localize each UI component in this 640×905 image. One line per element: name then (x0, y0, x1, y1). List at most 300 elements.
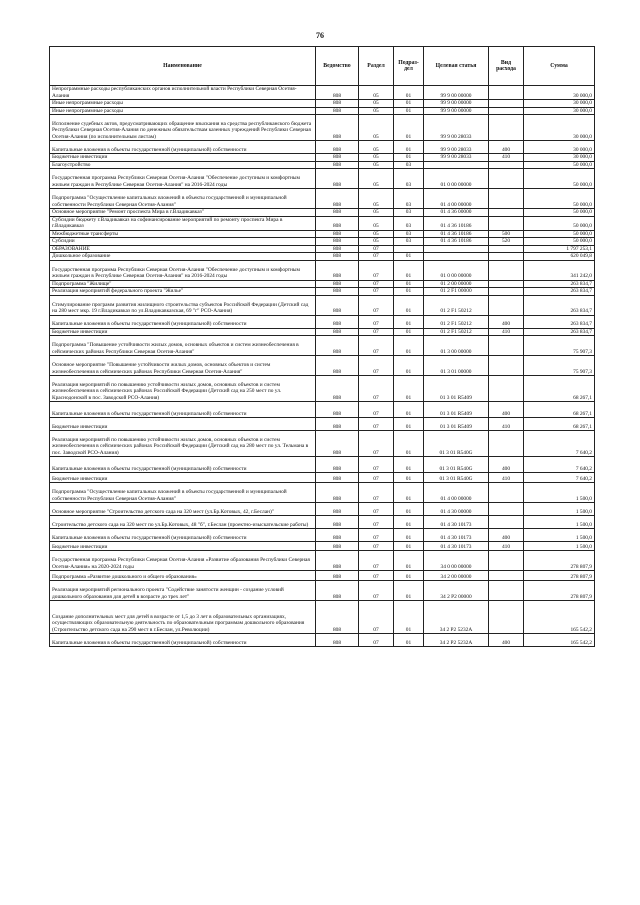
cell-section: 07 (359, 601, 394, 634)
cell-exptype: 400 (489, 457, 524, 473)
cell-section: 07 (359, 457, 394, 473)
cell-target: 34 2 00 00000 (424, 571, 489, 581)
cell-sum: 278 807,9 (524, 571, 595, 581)
cell-name: Основное мероприятие "Строительство детского сада на 320 мест (ул.Бр.Котовых, 42, г.Беслан)" (50, 503, 316, 516)
table-row (50, 295, 595, 315)
cell-subsection: 01 (394, 431, 424, 457)
cell-exptype (489, 516, 524, 529)
cell-section: 05 (359, 238, 394, 246)
cell-section: 05 (359, 86, 394, 100)
cell-subsection (394, 245, 424, 253)
cell-section: 07 (359, 418, 394, 431)
cell-sum: 30 000,0 (524, 154, 595, 162)
cell-exptype (489, 581, 524, 601)
cell-target: 01 0 00 00000 (424, 260, 489, 280)
cell-dept: 808 (316, 253, 359, 261)
cell-sum: 50 000,0 (524, 209, 595, 217)
table-row (50, 189, 595, 209)
cell-sum: 1 500,0 (524, 516, 595, 529)
cell-exptype (489, 216, 524, 230)
cell-target: 01 4 00 00000 (424, 483, 489, 503)
cell-sum: 50 000,0 (524, 169, 595, 189)
cell-subsection: 01 (394, 336, 424, 356)
cell-subsection: 01 (394, 100, 424, 108)
table-row (50, 571, 595, 581)
cell-target: 01 3 01 R5409 (424, 376, 489, 402)
cell-subsection: 01 (394, 315, 424, 328)
cell-exptype (489, 260, 524, 280)
cell-exptype (489, 288, 524, 296)
cell-name: Реализация мероприятий по повышению устойчивости жилых домов, основных объектов и систем жизнеобеспечения в сейсмических районах Российской Федерации (Детский сад на 250 мест по ул. Краснодонской в пос. Заводской РСО-Алания) (50, 376, 316, 402)
cell-subsection: 01 (394, 571, 424, 581)
cell-exptype (489, 336, 524, 356)
cell-sum: 30 000,0 (524, 86, 595, 100)
cell-exptype: 410 (489, 154, 524, 162)
cell-dept: 808 (316, 245, 359, 253)
cell-target: 01 3 01 R540G (424, 457, 489, 473)
cell-dept: 808 (316, 581, 359, 601)
cell-name: Капитальные вложения в объекты государственной (муниципальной) собственности (50, 315, 316, 328)
table-row (50, 503, 595, 516)
cell-section: 05 (359, 141, 394, 154)
cell-dept: 808 (316, 315, 359, 328)
cell-sum: 75 907,3 (524, 336, 595, 356)
table-row (50, 115, 595, 141)
cell-name: Государственная программа Республики Северная Осетия-Алания «Развитие образования Республики Северная Осетия-Алания» на 2020-2024 годы (50, 551, 316, 571)
cell-target: 01 0 00 00000 (424, 169, 489, 189)
cell-section: 07 (359, 328, 394, 336)
cell-subsection: 01 (394, 529, 424, 542)
cell-subsection: 01 (394, 141, 424, 154)
cell-name: Бюджетные инвестиции (50, 473, 316, 483)
cell-subsection: 03 (394, 161, 424, 169)
cell-sum: 263 834,7 (524, 295, 595, 315)
cell-exptype: 400 (489, 634, 524, 647)
cell-sum: 7 640,2 (524, 473, 595, 483)
cell-exptype: 500 (489, 230, 524, 238)
cell-subsection: 01 (394, 581, 424, 601)
cell-dept: 808 (316, 260, 359, 280)
cell-section: 07 (359, 529, 394, 542)
cell-name: Бюджетные инвестиции (50, 154, 316, 162)
budget-table (49, 46, 595, 647)
cell-dept: 808 (316, 473, 359, 483)
cell-dept: 808 (316, 107, 359, 115)
cell-dept: 808 (316, 503, 359, 516)
cell-exptype: 410 (489, 328, 524, 336)
table-row (50, 516, 595, 529)
table-row (50, 315, 595, 328)
table-row (50, 634, 595, 647)
cell-name: Государственная программа Республики Северная Осетия-Алания "Обеспечение доступным и комфортным жильем граждан в Республике Северная Осетия-Алания" на 2016-2024 годы (50, 260, 316, 280)
cell-section: 07 (359, 295, 394, 315)
cell-dept: 808 (316, 86, 359, 100)
cell-name: Основное мероприятие "Ремонт проспекта Мира в г.Владикавказ" (50, 209, 316, 217)
cell-subsection: 01 (394, 516, 424, 529)
cell-exptype (489, 356, 524, 376)
cell-dept: 808 (316, 402, 359, 418)
cell-dept: 808 (316, 376, 359, 402)
cell-sum: 50 000,0 (524, 216, 595, 230)
cell-subsection: 01 (394, 86, 424, 100)
cell-target: 01 4 36 10186 (424, 238, 489, 246)
cell-dept: 808 (316, 189, 359, 209)
cell-exptype (489, 431, 524, 457)
cell-subsection: 03 (394, 169, 424, 189)
cell-sum: 1 500,0 (524, 483, 595, 503)
cell-sum: 263 834,7 (524, 315, 595, 328)
cell-section: 07 (359, 634, 394, 647)
cell-target: 34 0 00 00000 (424, 551, 489, 571)
cell-name: Бюджетные инвестиции (50, 542, 316, 551)
cell-dept: 808 (316, 288, 359, 296)
cell-target: 01 3 01 R540G (424, 473, 489, 483)
table-row (50, 418, 595, 431)
cell-subsection: 01 (394, 634, 424, 647)
cell-exptype: 400 (489, 141, 524, 154)
cell-subsection: 01 (394, 253, 424, 261)
cell-exptype (489, 503, 524, 516)
table-row (50, 402, 595, 418)
table-row (50, 238, 595, 246)
table-row (50, 280, 595, 288)
cell-subsection: 01 (394, 115, 424, 141)
table-row (50, 336, 595, 356)
cell-section: 05 (359, 189, 394, 209)
cell-dept: 808 (316, 141, 359, 154)
cell-target: 01 4 36 10186 (424, 216, 489, 230)
cell-name: Бюджетные инвестиции (50, 418, 316, 431)
cell-subsection: 03 (394, 238, 424, 246)
table-row (50, 529, 595, 542)
cell-sum: 30 000,0 (524, 115, 595, 141)
cell-sum: 341 242,0 (524, 260, 595, 280)
cell-sum: 278 807,9 (524, 581, 595, 601)
cell-sum: 263 834,7 (524, 328, 595, 336)
table-body (50, 86, 595, 647)
cell-subsection: 01 (394, 503, 424, 516)
cell-section: 07 (359, 253, 394, 261)
cell-subsection: 01 (394, 483, 424, 503)
cell-sum: 50 000,0 (524, 238, 595, 246)
cell-target: 99 9 00 28033 (424, 115, 489, 141)
table-row (50, 376, 595, 402)
cell-section: 05 (359, 154, 394, 162)
cell-name: Строительство детского сада на 320 мест по ул.Бр.Котовых, 48 "б", г.Беслан (проектно-изыскательские работы) (50, 516, 316, 529)
cell-dept: 808 (316, 238, 359, 246)
cell-sum: 1 500,0 (524, 503, 595, 516)
cell-name: Подпрограмма «Развитие дошкольного и общего образования» (50, 571, 316, 581)
cell-section: 05 (359, 161, 394, 169)
cell-exptype (489, 86, 524, 100)
header-target: Целевая статья (424, 47, 489, 86)
cell-sum: 165 542,2 (524, 634, 595, 647)
cell-target: 99 9 00 28033 (424, 141, 489, 154)
cell-name: Стимулирование программ развития жилищного строительства субъектов Российской Федерации (Детский сад на 280 мест мкр. 19 г.Владикавказ по ул.Владикавказская, 69 "г" РСО-Алания) (50, 295, 316, 315)
cell-sum: 50 000,0 (524, 189, 595, 209)
cell-target: 01 3 01 R540G (424, 431, 489, 457)
cell-target: 34 2 P2 00000 (424, 581, 489, 601)
cell-name: Субсидии бюджету г.Владикавказ на софинансирование мероприятий по ремонту проспекта Мира в г.Владикавказ (50, 216, 316, 230)
cell-dept: 808 (316, 457, 359, 473)
cell-target (424, 245, 489, 253)
cell-section: 07 (359, 571, 394, 581)
cell-sum: 278 807,9 (524, 551, 595, 571)
cell-section: 07 (359, 516, 394, 529)
table-row (50, 581, 595, 601)
cell-section: 07 (359, 376, 394, 402)
page-number: 76 (316, 31, 324, 40)
header-exptype: Вид расхода (489, 47, 524, 86)
cell-sum: 263 834,7 (524, 280, 595, 288)
cell-sum: 68 267,1 (524, 402, 595, 418)
cell-name: Подпрограмма "Осуществление капитальных вложений в объекты государственной и муниципальной собственности Республики Северная Осетия-Алания" (50, 483, 316, 503)
cell-name: Подпрограмма "Жилище" (50, 280, 316, 288)
cell-dept: 808 (316, 328, 359, 336)
cell-target: 01 4 30 10173 (424, 529, 489, 542)
cell-sum: 50 000,0 (524, 161, 595, 169)
cell-name: Капитальные вложения в объекты государственной (муниципальной) собственности (50, 141, 316, 154)
cell-name: Благоустройство (50, 161, 316, 169)
cell-section: 07 (359, 356, 394, 376)
table-row (50, 457, 595, 473)
cell-dept: 808 (316, 431, 359, 457)
cell-dept: 808 (316, 571, 359, 581)
cell-section: 07 (359, 336, 394, 356)
cell-subsection: 03 (394, 209, 424, 217)
cell-exptype: 400 (489, 315, 524, 328)
cell-exptype (489, 189, 524, 209)
cell-section: 07 (359, 288, 394, 296)
cell-dept: 808 (316, 161, 359, 169)
cell-name: Межбюджетные трансферты (50, 230, 316, 238)
cell-subsection: 01 (394, 418, 424, 431)
cell-target: 01 2 F1 50212 (424, 295, 489, 315)
cell-subsection: 01 (394, 473, 424, 483)
cell-sum: 30 000,0 (524, 107, 595, 115)
cell-section: 05 (359, 209, 394, 217)
cell-subsection: 01 (394, 295, 424, 315)
cell-name: Реализация мероприятий по повышению устойчивости жилых домов, основных объектов и систем жизнеобеспечения в сейсмических районах Российской Федерации (Детский сад на 280 мест по ул. Тельмана в пос. Заводской РСО-Алания) (50, 431, 316, 457)
cell-section: 07 (359, 551, 394, 571)
cell-target: 01 3 01 R5409 (424, 402, 489, 418)
cell-dept: 808 (316, 209, 359, 217)
cell-exptype (489, 571, 524, 581)
cell-sum: 263 834,7 (524, 288, 595, 296)
cell-name: Иные непрограммные расходы (50, 107, 316, 115)
cell-dept: 808 (316, 483, 359, 503)
cell-target (424, 161, 489, 169)
table-row (50, 100, 595, 108)
header-section: Раздел (359, 47, 394, 86)
cell-target: 01 3 01 R5409 (424, 418, 489, 431)
cell-target: 01 4 00 00000 (424, 189, 489, 209)
cell-exptype (489, 483, 524, 503)
cell-sum: 68 267,1 (524, 376, 595, 402)
cell-name: Подпрограмма "Осуществление капитальных вложений в объекты государственной и муниципальной собственности Республики Северная Осетия-Алания" (50, 189, 316, 209)
cell-exptype (489, 601, 524, 634)
table-row (50, 154, 595, 162)
table-row (50, 260, 595, 280)
table-row (50, 288, 595, 296)
cell-sum: 165 542,2 (524, 601, 595, 634)
cell-target: 34 2 P2 5232A (424, 601, 489, 634)
cell-subsection: 01 (394, 601, 424, 634)
cell-subsection: 01 (394, 288, 424, 296)
cell-dept: 808 (316, 295, 359, 315)
cell-exptype (489, 107, 524, 115)
cell-name: Реализация мероприятий регионального проекта "Содействие занятости женщин - создание условий дошкольного образования для детей в возрасте до трех лет" (50, 581, 316, 601)
cell-subsection: 01 (394, 280, 424, 288)
cell-dept: 808 (316, 542, 359, 551)
cell-subsection: 01 (394, 356, 424, 376)
cell-target: 01 3 00 00000 (424, 336, 489, 356)
cell-name: Капитальные вложения в объекты государственной (муниципальной) собственности (50, 402, 316, 418)
table-row (50, 209, 595, 217)
cell-sum: 30 000,0 (524, 141, 595, 154)
cell-section: 07 (359, 402, 394, 418)
cell-dept: 808 (316, 216, 359, 230)
cell-section: 07 (359, 581, 394, 601)
cell-target: 01 2 F1 50212 (424, 315, 489, 328)
cell-target: 01 3 01 00000 (424, 356, 489, 376)
cell-section: 07 (359, 245, 394, 253)
cell-sum: 30 000,0 (524, 100, 595, 108)
cell-exptype (489, 551, 524, 571)
cell-dept: 808 (316, 230, 359, 238)
cell-dept: 808 (316, 516, 359, 529)
cell-sum: 68 267,1 (524, 418, 595, 431)
cell-exptype (489, 100, 524, 108)
cell-exptype (489, 115, 524, 141)
cell-target: 34 2 P2 5232A (424, 634, 489, 647)
cell-dept: 808 (316, 154, 359, 162)
cell-name: Капитальные вложения в объекты государственной (муниципальной) собственности (50, 529, 316, 542)
cell-section: 05 (359, 100, 394, 108)
table-header-row (50, 47, 595, 86)
cell-subsection: 01 (394, 457, 424, 473)
cell-dept: 808 (316, 356, 359, 376)
cell-sum: 620 049,8 (524, 253, 595, 261)
cell-name: Капитальные вложения в объекты государственной (муниципальной) собственности (50, 457, 316, 473)
cell-section: 07 (359, 473, 394, 483)
cell-name: Дошкольное образование (50, 253, 316, 261)
cell-section: 05 (359, 115, 394, 141)
cell-section: 07 (359, 503, 394, 516)
cell-subsection: 01 (394, 328, 424, 336)
cell-dept: 808 (316, 418, 359, 431)
cell-sum: 1 500,0 (524, 529, 595, 542)
cell-exptype (489, 253, 524, 261)
cell-section: 05 (359, 216, 394, 230)
cell-exptype: 520 (489, 238, 524, 246)
table-row (50, 230, 595, 238)
cell-subsection: 01 (394, 402, 424, 418)
table-row (50, 601, 595, 634)
cell-name: Иные непрограммные расходы (50, 100, 316, 108)
header-subsection: Подраз-дел (394, 47, 424, 86)
cell-exptype: 400 (489, 529, 524, 542)
cell-target: 01 4 36 10186 (424, 230, 489, 238)
cell-exptype (489, 295, 524, 315)
cell-target: 99 9 00 28033 (424, 154, 489, 162)
cell-target: 01 2 00 00000 (424, 280, 489, 288)
table-row (50, 356, 595, 376)
cell-name: Основное мероприятие "Повышение устойчивости жилых домов, основных объектов и систем жизнеобеспечения в сейсмических районах Республики Северная Осетия-Алания" (50, 356, 316, 376)
cell-section: 07 (359, 542, 394, 551)
cell-name: Бюджетные инвестиции (50, 328, 316, 336)
cell-target: 01 4 36 00000 (424, 209, 489, 217)
cell-target: 01 4 30 00000 (424, 503, 489, 516)
cell-target: 01 4 30 10173 (424, 542, 489, 551)
header-dept: Ведомство (316, 47, 359, 86)
table-row (50, 161, 595, 169)
cell-exptype: 410 (489, 473, 524, 483)
cell-subsection: 01 (394, 551, 424, 571)
cell-exptype: 400 (489, 402, 524, 418)
header-name: Наименование (50, 47, 316, 86)
cell-exptype (489, 169, 524, 189)
table-row (50, 542, 595, 551)
table-row (50, 328, 595, 336)
table-row (50, 551, 595, 571)
cell-dept: 808 (316, 529, 359, 542)
cell-dept: 808 (316, 115, 359, 141)
cell-target: 99 9 00 00000 (424, 86, 489, 100)
cell-section: 05 (359, 169, 394, 189)
cell-name: Государственная программа Республики Северная Осетия-Алания "Обеспечение доступным и комфортным жильем граждан в Республике Северная Осетия-Алания" на 2016-2024 годы (50, 169, 316, 189)
cell-exptype (489, 161, 524, 169)
table-row (50, 253, 595, 261)
cell-target: 01 4 30 10173 (424, 516, 489, 529)
cell-exptype (489, 376, 524, 402)
cell-section: 07 (359, 260, 394, 280)
table-row (50, 431, 595, 457)
cell-section: 05 (359, 107, 394, 115)
table-row (50, 86, 595, 100)
cell-exptype (489, 280, 524, 288)
cell-section: 07 (359, 431, 394, 457)
cell-dept: 808 (316, 336, 359, 356)
cell-sum: 1 500,0 (524, 542, 595, 551)
cell-exptype (489, 209, 524, 217)
cell-subsection: 01 (394, 154, 424, 162)
cell-subsection: 01 (394, 542, 424, 551)
cell-sum: 1 797 253,1 (524, 245, 595, 253)
cell-name: Реализация мероприятий федерального проекта "Жилье" (50, 288, 316, 296)
cell-exptype: 410 (489, 418, 524, 431)
cell-target (424, 253, 489, 261)
cell-section: 05 (359, 230, 394, 238)
cell-dept: 808 (316, 280, 359, 288)
cell-section: 07 (359, 483, 394, 503)
cell-subsection: 03 (394, 230, 424, 238)
cell-subsection: 01 (394, 376, 424, 402)
cell-name: Исполнение судебных актов, предусматривающих обращение взыскания на средства республиканского бюджета Республики Северная Осетия-Алания по денежным обязательствам казенных учреждений Республики Северная Осетия-Алания (по исполнительным листам) (50, 115, 316, 141)
cell-subsection: 01 (394, 107, 424, 115)
cell-name: Капитальные вложения в объекты государственной (муниципальной) собственности (50, 634, 316, 647)
table-row (50, 141, 595, 154)
cell-target: 99 9 00 00000 (424, 107, 489, 115)
cell-target: 01 2 F1 00000 (424, 288, 489, 296)
cell-dept: 808 (316, 634, 359, 647)
cell-subsection: 03 (394, 216, 424, 230)
cell-name: ОБРАЗОВАНИЕ (50, 245, 316, 253)
table-row (50, 107, 595, 115)
cell-target: 99 9 00 00000 (424, 100, 489, 108)
header-sum: Сумма (524, 47, 595, 86)
cell-sum: 7 640,2 (524, 457, 595, 473)
